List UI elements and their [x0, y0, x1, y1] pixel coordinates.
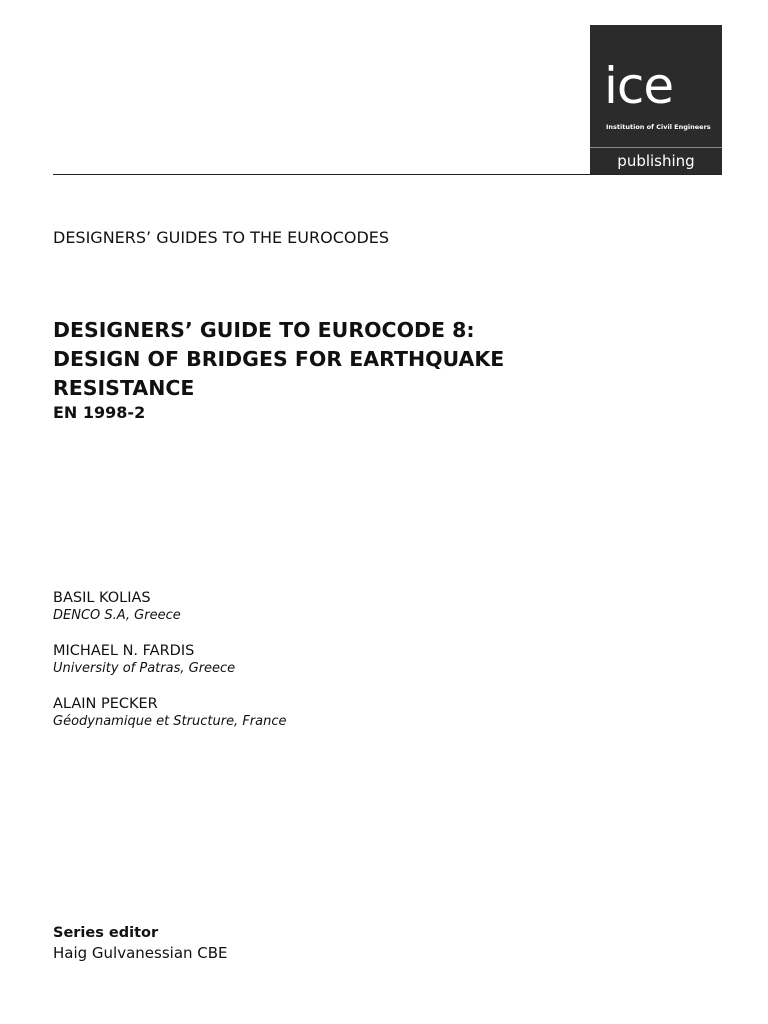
series-editor-label: Series editor: [53, 925, 159, 941]
logo-publishing: publishing: [617, 152, 695, 170]
logo-divider: [590, 147, 722, 148]
header-rule: [53, 174, 722, 175]
logo-wordmark: ice: [604, 57, 674, 115]
book-title-line: DESIGNERS’ GUIDE TO EUROCODE 8:: [53, 318, 475, 342]
author-block: [53, 642, 235, 678]
series-title: DESIGNERS’ GUIDES TO THE EUROCODES: [53, 228, 390, 247]
book-title: [53, 316, 504, 403]
book-title-line: DESIGN OF BRIDGES FOR EARTHQUAKE: [53, 347, 505, 371]
author-block: [53, 589, 181, 625]
book-title-line: RESISTANCE: [53, 376, 195, 400]
author-name: ALAIN PECKER: [53, 696, 158, 712]
author-name: BASIL KOLIAS: [53, 590, 151, 606]
series-editor-block: [53, 923, 228, 963]
logo-subtitle: Institution of Civil Engineers: [606, 123, 711, 131]
ice-publishing-logo: [590, 25, 722, 175]
author-affiliation: DENCO S.A, Greece: [53, 608, 181, 623]
author-affiliation: Géodynamique et Structure, France: [53, 714, 287, 729]
standard-code: EN 1998-2: [53, 403, 146, 422]
author-block: [53, 695, 287, 731]
series-editor-name: Haig Gulvanessian CBE: [53, 944, 228, 962]
author-name: MICHAEL N. FARDIS: [53, 643, 195, 659]
author-affiliation: University of Patras, Greece: [53, 661, 236, 676]
